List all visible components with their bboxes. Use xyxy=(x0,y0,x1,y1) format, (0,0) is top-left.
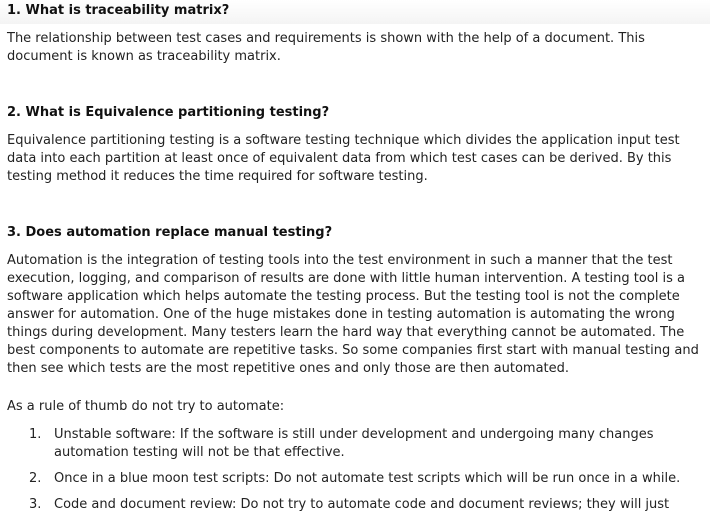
list-line: automation testing will not be that effective. xyxy=(54,445,345,460)
paragraph-line: document is known as traceability matrix. xyxy=(7,49,281,64)
list-item xyxy=(29,470,680,488)
paragraph-line: Automation is the integration of testing tools into the test environment in such a manner that the test xyxy=(7,253,673,268)
list-line: Unstable software: If the software is still under development and undergoing many changes xyxy=(54,427,654,442)
answer-paragraph-3 xyxy=(7,252,699,378)
list-number: 2. xyxy=(29,471,42,486)
answer-paragraph-2 xyxy=(7,132,680,186)
paragraph-line: answer for automation. One of the huge mistakes done in testing automation is automating the wrong xyxy=(7,307,675,322)
question-heading-3: 3. Does automation replace manual testing? xyxy=(7,225,333,240)
list-item xyxy=(29,496,680,514)
paragraph-line: then see which tests are the most repetitive ones and only those are then automated. xyxy=(7,361,570,376)
paragraph-line: data into each partition at least once of equivalent data from which test cases can be derived. By this xyxy=(7,151,672,166)
list-line: Once in a blue moon test scripts: Do not automate test scripts which will be run once in a while. xyxy=(54,471,681,486)
list-number: 3. xyxy=(29,497,42,512)
answer-paragraph-1 xyxy=(7,30,645,66)
list-text xyxy=(54,426,680,462)
list-line: Code and document review: Do not try to automate code and document reviews; they will just xyxy=(54,497,670,512)
paragraph-line: execution, logging, and comparison of results are done with little human intervention. A testing tool is a xyxy=(7,271,685,286)
paragraph-line: testing method it reduces the time required for software testing. xyxy=(7,169,428,184)
paragraph-line: software application which helps automate the testing process. But the testing tool is not the complete xyxy=(7,289,680,304)
question-heading-2: 2. What is Equivalence partitioning testing? xyxy=(7,105,330,120)
rules-list xyxy=(29,426,680,514)
paragraph-line: things during development. Many testers learn the hard way that everything cannot be automated. The xyxy=(7,325,685,340)
rule-intro: As a rule of thumb do not try to automate: xyxy=(7,399,285,414)
list-number: 1. xyxy=(29,427,42,442)
paragraph-line: The relationship between test cases and requirements is shown with the help of a document. This xyxy=(7,31,645,46)
list-text xyxy=(54,496,680,514)
list-item xyxy=(29,426,680,462)
question-heading-1: 1. What is traceability matrix? xyxy=(7,3,230,18)
paragraph-line: Equivalence partitioning testing is a software testing technique which divides the application input test xyxy=(7,133,680,148)
paragraph-line: best components to automate are repetitive tasks. So some companies first start with manual testing and xyxy=(7,343,699,358)
list-text xyxy=(54,470,680,488)
